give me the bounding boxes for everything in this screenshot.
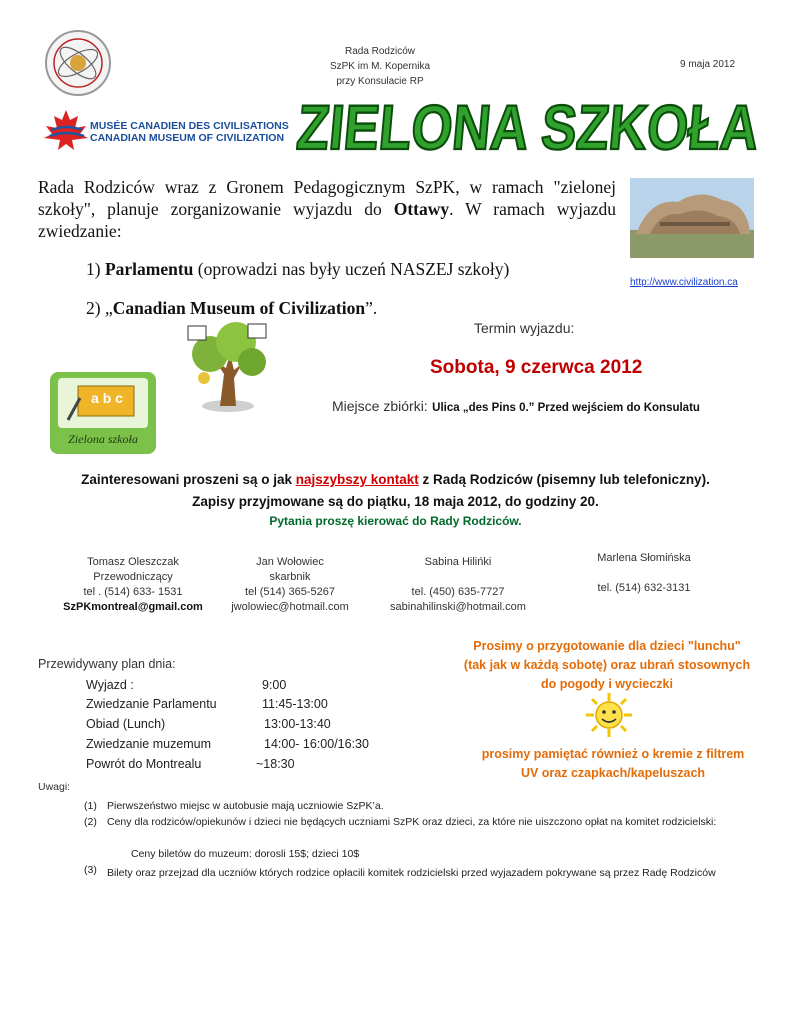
contact-card bbox=[584, 551, 704, 596]
meeting-label: Miejsce zbiórki: bbox=[332, 398, 428, 414]
notes-title: Uwagi: bbox=[38, 781, 71, 793]
visit-prefix: 2) „ bbox=[86, 298, 113, 318]
contact-card bbox=[48, 555, 218, 615]
organization-header bbox=[300, 44, 460, 89]
plan-time: 14:00- 16:00/16:30 bbox=[264, 737, 369, 751]
intro-city: Ottawy bbox=[393, 199, 450, 219]
museum-name-fr: MUSÉE CANADIEN DES CIVILISATIONS bbox=[90, 120, 289, 132]
meeting-line bbox=[332, 398, 700, 416]
org-line-3: przy Konsulacie RP bbox=[336, 76, 424, 87]
contact-name: Jan Wołowiec bbox=[256, 556, 324, 568]
contact-card bbox=[372, 555, 544, 615]
plan-activity: Wyjazd : bbox=[86, 678, 134, 692]
org-line-1: Rada Rodziców bbox=[344, 46, 416, 57]
visit-prefix: 1) bbox=[86, 259, 105, 279]
day-plan-title: Przewidywany plan dnia: bbox=[38, 657, 176, 671]
visit-item-museum bbox=[86, 298, 377, 319]
banner-title bbox=[294, 92, 762, 164]
contact-phone: tel . (514) 633- 1531 bbox=[83, 586, 183, 598]
school-emblem bbox=[42, 28, 114, 98]
tree-clipart bbox=[178, 318, 274, 414]
visit-name: Canadian Museum of Civilization bbox=[112, 298, 366, 318]
banner-title-text: ZIELONA SZKOŁA bbox=[294, 92, 762, 164]
note-text: Bilety oraz przejzad dla uczniów których rodzice opłacili komitek rodzicielski przed wyjazadem pokrywane są przez Radę Rodziców bbox=[107, 867, 716, 879]
plan-time: ~18:30 bbox=[256, 757, 295, 771]
contact-phone: tel. (450) 635-7727 bbox=[411, 586, 505, 598]
visit-suffix: ”. bbox=[365, 298, 378, 318]
contact-email[interactable]: SzPKmontreal@gmail.com bbox=[63, 601, 203, 613]
contact-role: skarbnik bbox=[269, 571, 311, 583]
plan-activity: Powrót do Montrealu bbox=[86, 757, 202, 771]
plan-time: 11:45-13:00 bbox=[262, 697, 328, 711]
note-text: Pierwszeństwo miejsc w autobusie mają uczniowie SzPK’a. bbox=[107, 800, 384, 812]
reminder-sunscreen: prosimy pamiętać również o kremie z filtrem UV oraz czapkach/kapeluszach bbox=[481, 747, 745, 780]
plan-activity: Zwiedzanie muzemum bbox=[86, 737, 212, 751]
note-text-prices: Ceny biletów do muzeum: dorosli 15$; dzieci 10$ bbox=[131, 848, 360, 860]
notice-line1-a: Zainteresowani proszeni są o jak bbox=[81, 472, 296, 487]
contact-link[interactable]: najszybszy kontakt bbox=[295, 472, 419, 487]
badge-letters: a b c bbox=[91, 390, 123, 406]
meeting-place: Ulica „des Pins 0.” Przed wejściem do Konsulatu bbox=[432, 402, 700, 414]
plan-activity: Zwiedzanie Parlamentu bbox=[86, 697, 217, 711]
org-line-2: SzPK im M. Kopernika bbox=[329, 61, 431, 72]
museum-photo bbox=[630, 178, 754, 258]
contact-card bbox=[225, 555, 355, 615]
contact-role: Przewodniczący bbox=[93, 571, 173, 583]
trip-date-label: Termin wyjazdu: bbox=[474, 320, 575, 336]
intro-text-2: . W ramach wyjazdu zwiedzanie: bbox=[38, 199, 616, 241]
museum-name-en: CANADIAN MUSEUM OF CIVILIZATION bbox=[90, 132, 285, 144]
contact-email[interactable]: jwolowiec@hotmail.com bbox=[231, 601, 349, 613]
reminder-lunch: Prosimy o przygotowanie dla dzieci "lunchu" (tak jak w każdą sobotę) oraz ubrań stosownych do pogody i wycieczki bbox=[463, 639, 751, 691]
plan-time: 9:00 bbox=[262, 678, 287, 692]
contact-phone: tel (514) 365-5267 bbox=[245, 586, 335, 598]
intro-text-1: Rada Rodziców wraz z Gronem Pedagogicznym SzPK, w ramach "zielonej szkoły", planuje zorganizowanie wyjazdu do bbox=[38, 177, 616, 219]
museum-logo bbox=[42, 106, 302, 154]
note-number: (1) bbox=[84, 800, 97, 812]
visit-suffix: (oprowadzi nas były uczeń NASZEJ szkoły) bbox=[193, 259, 510, 279]
contact-phone: tel. (514) 632-3131 bbox=[597, 582, 691, 594]
maple-leaf-icon bbox=[42, 108, 90, 152]
badge-label: Zielona szkoła bbox=[68, 432, 138, 446]
contact-email[interactable]: sabinahilinski@hotmail.com bbox=[390, 601, 526, 613]
note-number: (3) bbox=[84, 864, 97, 876]
zielona-szkola-badge bbox=[50, 372, 156, 454]
contact-name: Sabina Hilińki bbox=[424, 556, 492, 568]
visit-name: Parlamentu bbox=[104, 259, 194, 279]
contact-name: Marlena Słomińska bbox=[597, 552, 691, 564]
visit-item-parliament bbox=[86, 259, 509, 280]
plan-time: 13:00-13:40 bbox=[264, 717, 331, 731]
plan-activity: Obiad (Lunch) bbox=[86, 717, 166, 731]
intro-paragraph bbox=[38, 176, 616, 242]
contact-name: Tomasz Oleszczak bbox=[87, 556, 179, 568]
notice-line2: Zapisy przyjmowane są do piątku, 18 maja 2012, do godziny 20. bbox=[192, 494, 599, 509]
trip-date: Sobota, 9 czerwca 2012 bbox=[430, 357, 643, 378]
notice-line3: Pytania proszę kierować do Rady Rodziców. bbox=[269, 514, 522, 528]
contact-notice bbox=[30, 469, 761, 530]
notice-line1-b: z Radą Rodziców (pisemny lub telefoniczny). bbox=[418, 472, 710, 487]
note-number: (2) bbox=[84, 816, 97, 828]
note-text: Ceny dla rodziców/opiekunów i dzieci nie będących uczniami SzPK oraz dzieci, za które nie uiszczono opłat na komitet rodzicielski: bbox=[107, 816, 717, 828]
sun-icon bbox=[582, 693, 636, 737]
letter-date: 9 maja 2012 bbox=[680, 59, 736, 70]
museum-link[interactable]: http://www.civilization.ca bbox=[630, 277, 738, 288]
